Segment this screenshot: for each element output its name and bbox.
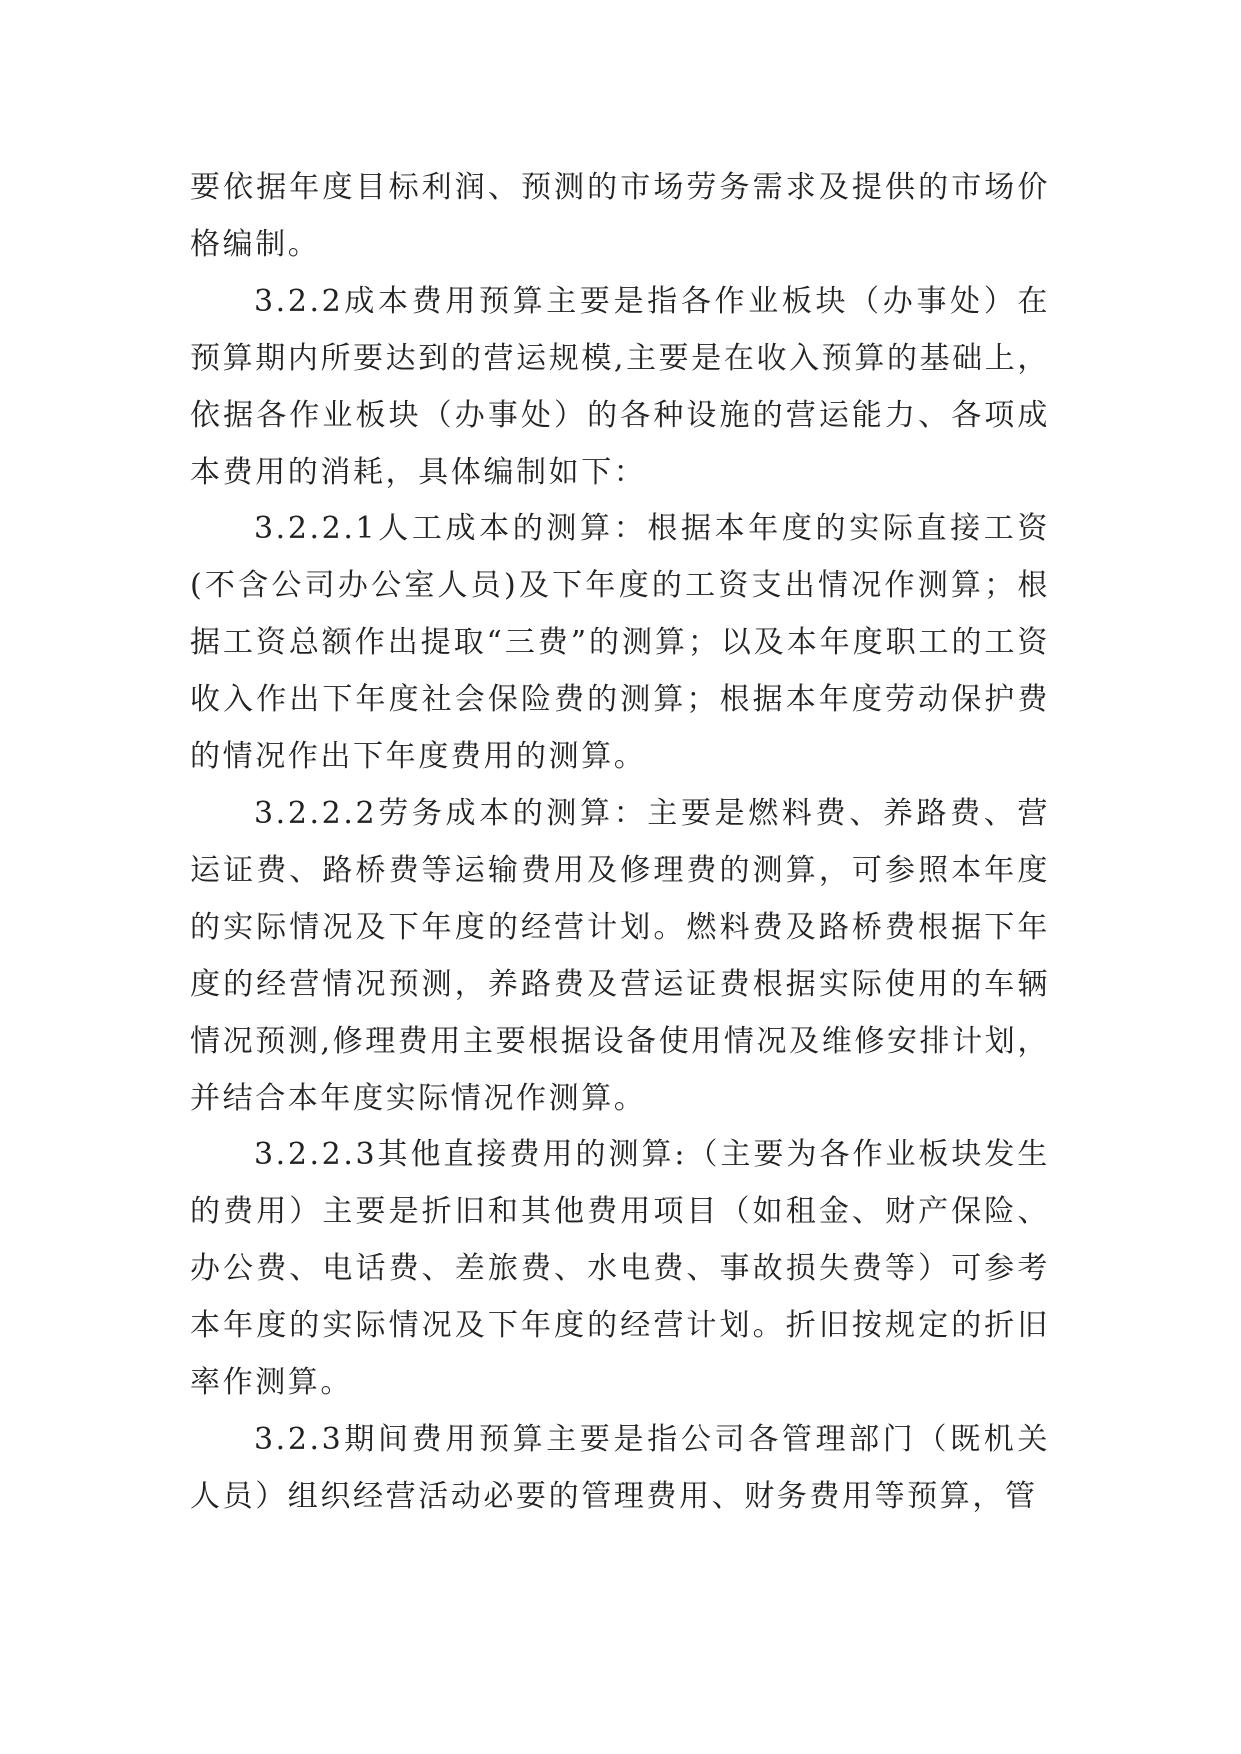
paragraph-continuation: 要依据年度目标利润、预测的市场劳务需求及提供的市场价格编制。 xyxy=(190,170,1050,262)
paragraph-3-2-2-3: 3.2.2.3其他直接费用的测算:（主要为各作业板块发生的费用）主要是折旧和其他费用项目（如租金、财产保险、办公费、电话费、差旅费、水电费、事故损失费等）可参考本年度的实际情况及下年度的经营计划。折旧按规定的折旧率作测算。 xyxy=(190,1137,1050,1401)
paragraph-3-2-3: 3.2.3期间费用预算主要是指公司各管理部门（既机关人员）组织经营活动必要的管理费用、财务费用等预算，管 xyxy=(190,1421,1050,1514)
paragraph-3-2-2-1: 3.2.2.1人工成本的测算：根据本年度的实际直接工资(不含公司办公室人员)及下年度的工资支出情况作测算；根据工资总额作出提取“三费”的测算；以及本年度职工的工资收入作出下年度社会保险费的测算；根据本年度劳动保护费的情况作出下年度费用的测算。 xyxy=(190,511,1050,775)
document-body xyxy=(190,160,1050,1526)
paragraph-3-2-2: 3.2.2成本费用预算主要是指各作业板块（办事处）在预算期内所要达到的营运规模,主要是在收入预算的基础上，依据各作业板块（办事处）的各种设施的营运能力、各项成本费用的消耗，具体编制如下： xyxy=(190,283,1050,490)
paragraph-3-2-2-2: 3.2.2.2劳务成本的测算：主要是燃料费、养路费、营运证费、路桥费等运输费用及修理费的测算，可参照本年度的实际情况及下年度的经营计划。燃料费及路桥费根据下年度的经营情况预测，养路费及营运证费根据实际使用的车辆情况预测,修理费用主要根据设备使用情况及维修安排计划，并结合本年度实际情况作测算。 xyxy=(190,795,1050,1116)
